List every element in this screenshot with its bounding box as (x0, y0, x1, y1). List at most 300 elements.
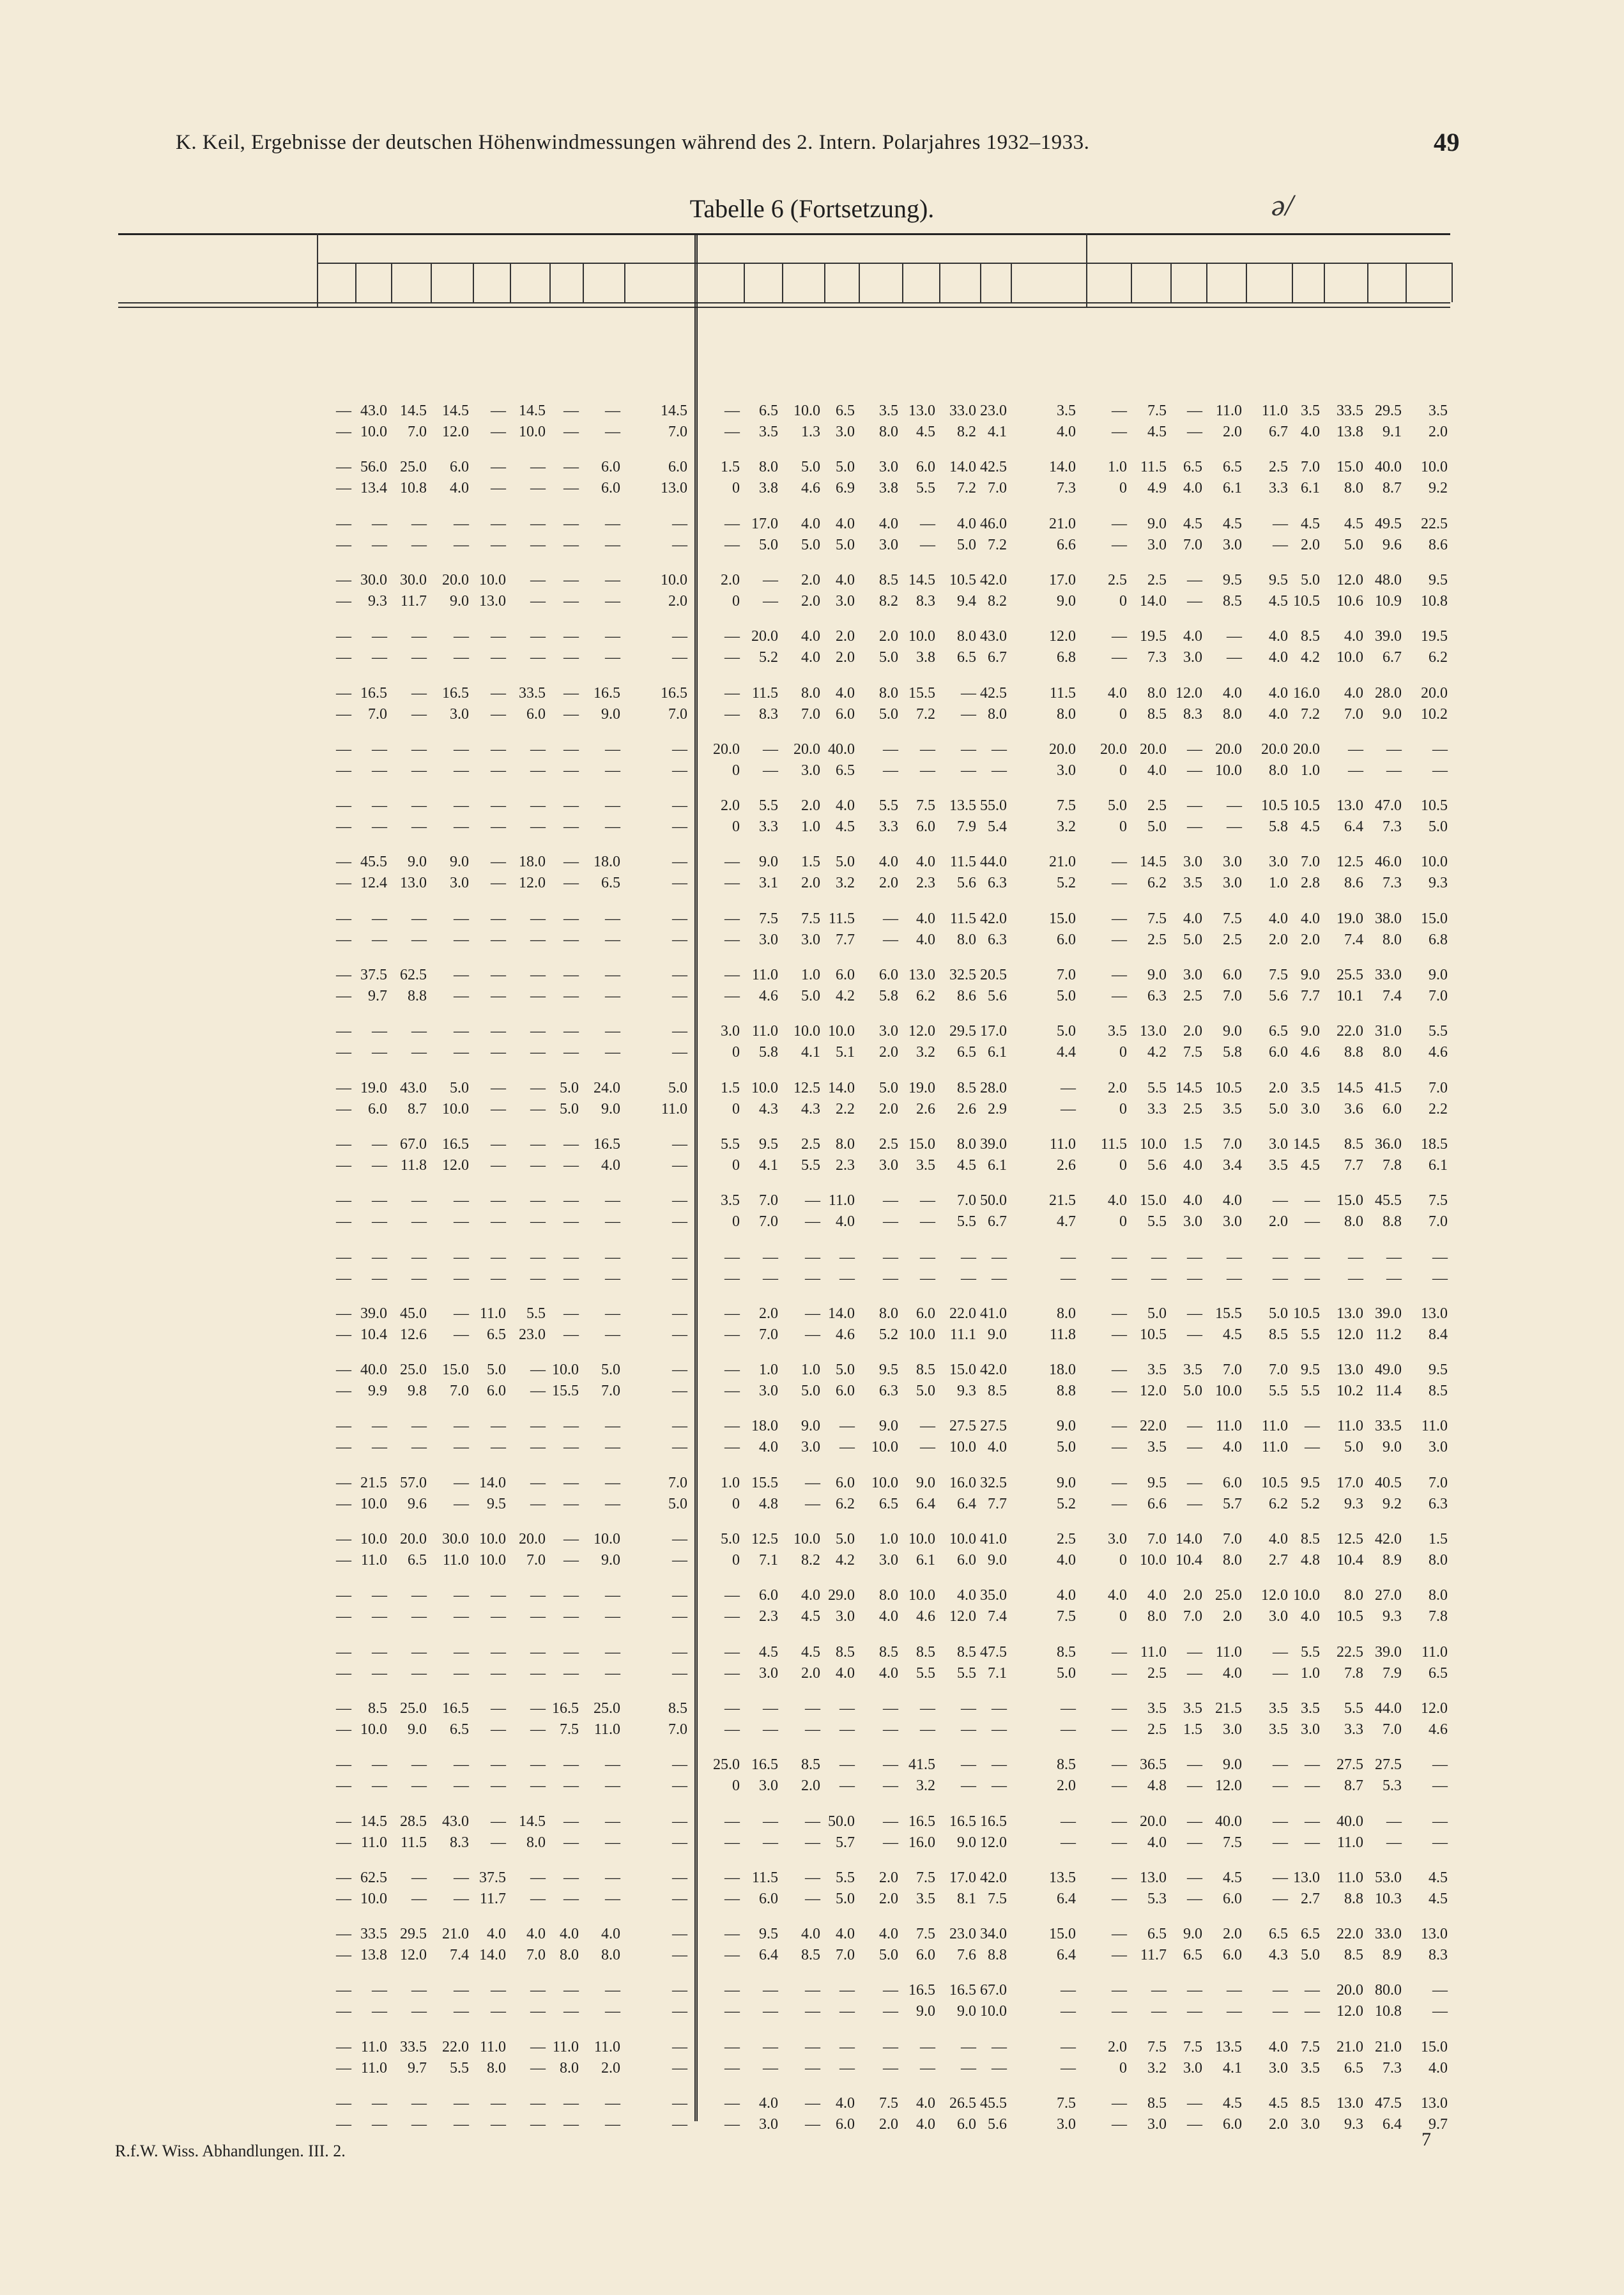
table-cell: 5.0 (668, 1495, 687, 1512)
table-cell: — (920, 1248, 935, 1266)
table-cell: — (605, 1439, 620, 1456)
table-cell: — (563, 1756, 579, 1774)
table-cell: 8.5 (1429, 1383, 1448, 1400)
table-cell: — (336, 1100, 351, 1117)
table-cell: 3.0 (879, 536, 898, 553)
table-cell: 2.0 (1108, 1079, 1127, 1096)
table-cell: 4.7 (1057, 1213, 1076, 1231)
table-cell: 7.5 (1183, 2038, 1202, 2055)
table-cell: 6.4 (759, 1947, 778, 1964)
table-cell: 10.0 (594, 1531, 620, 1547)
table-cell: 2.0 (879, 1890, 898, 1907)
table-cell: 4.6 (1301, 1044, 1320, 1061)
table-cell: 4.0 (836, 1664, 855, 1682)
table-cell: 5.5 (1147, 1079, 1167, 1096)
table-cell: — (454, 1587, 469, 1604)
table-cell: 11.8 (400, 1156, 427, 1174)
table-cell: 7.5 (801, 910, 820, 927)
table-cell: — (1061, 1100, 1076, 1117)
table-cell: 4.0 (879, 854, 898, 871)
table-cell: — (563, 592, 579, 610)
table-cell: — (454, 741, 469, 758)
table-cell: — (672, 1192, 687, 1209)
table-cell: — (336, 1362, 351, 1379)
table-cell: — (336, 2003, 351, 2020)
table-cell: 9.0 (988, 1326, 1007, 1343)
table-cell: — (454, 1474, 469, 1491)
table-cell: — (763, 2003, 778, 2020)
table-cell: 8.7 (1344, 1777, 1363, 1795)
page-number: 49 (1434, 128, 1460, 157)
table-cell: — (454, 536, 469, 553)
table-cell: — (883, 1813, 898, 1830)
table-cell: 9.0 (1301, 1023, 1320, 1040)
table-cell: — (336, 1326, 351, 1343)
table-cell: — (336, 988, 351, 1004)
table-cell: 4.0 (1108, 684, 1127, 702)
table-cell: 40.0 (828, 741, 855, 758)
table-cell: 2.0 (801, 875, 820, 892)
table-cell: — (563, 1305, 579, 1322)
table-cell: 62.5 (360, 1869, 387, 1886)
table-cell: — (1112, 1270, 1127, 1287)
table-cell: 8.5 (1223, 592, 1242, 610)
table-cell: — (336, 1213, 351, 1231)
table-cell: — (883, 1700, 898, 1717)
table-cell: 6.7 (1269, 424, 1288, 440)
footer-left: R.f.W. Wiss. Abhandlungen. III. 2. (115, 2142, 346, 2160)
table-cell: 7.0 (1223, 1531, 1242, 1547)
table-cell: 6.4 (1344, 818, 1363, 836)
table-cell: — (563, 1248, 579, 1266)
table-cell: 11.0 (1421, 1643, 1448, 1661)
table-cell: — (1273, 1643, 1288, 1661)
table-cell: 16.5 (360, 684, 387, 702)
table-cell: — (763, 571, 778, 588)
table-cell: 1.0 (801, 1362, 820, 1379)
table-cell: 4.0 (1269, 1531, 1288, 1547)
table-cell: 5.7 (836, 1834, 855, 1851)
table-cell: 5.5 (1344, 1700, 1363, 1717)
table-cell: — (454, 1213, 469, 1231)
table-cell: — (839, 1248, 855, 1266)
table-cell: — (454, 2095, 469, 2112)
dir-header-e (824, 270, 859, 302)
table-cell: 6.5 (759, 403, 778, 419)
table-cell: 9.3 (1429, 875, 1448, 892)
table-cell: — (530, 2059, 546, 2076)
table-cell: 6.0 (1057, 931, 1076, 948)
table-cell: 15.0 (1337, 1192, 1363, 1209)
table-cell: — (411, 1192, 427, 1209)
table-cell: 12.0 (442, 424, 469, 440)
table-cell: 7.0 (526, 1552, 546, 1569)
table-cell: 1.5 (721, 459, 740, 476)
table-cell: — (724, 1982, 740, 1999)
table-cell: — (672, 2116, 687, 2133)
table-cell: 16.5 (661, 684, 687, 702)
table-cell: 14.5 (360, 1813, 387, 1830)
table-cell: 9.5 (1301, 1474, 1320, 1491)
table-cell: — (605, 1044, 620, 1061)
table-cell: 11.0 (442, 1552, 469, 1569)
table-cell: — (1305, 1813, 1320, 1830)
table-cell: 7.8 (1344, 1664, 1363, 1682)
table-cell: — (920, 515, 935, 532)
table-cell: 2.0 (801, 592, 820, 610)
table-cell: — (763, 1270, 778, 1287)
table-cell: 13.0 (479, 592, 506, 610)
table-cell: — (411, 1587, 427, 1604)
table-cell: — (530, 2116, 546, 2133)
table-cell: — (883, 1834, 898, 1851)
table-cell: — (411, 762, 427, 779)
table-cell: — (454, 1023, 469, 1040)
table-cell: — (411, 1608, 427, 1625)
table-cell: — (563, 1270, 579, 1287)
table-cell: — (563, 1890, 579, 1907)
table-cell: 1.0 (1108, 459, 1127, 476)
table-cell: 0 (1119, 818, 1127, 836)
table-cell: — (372, 1643, 387, 1661)
table-cell: 3.5 (1429, 403, 1448, 419)
table-cell: 5.0 (1183, 1383, 1202, 1400)
table-cell: — (992, 1777, 1007, 1795)
table-cell: 15.0 (1049, 1926, 1076, 1943)
table-cell: — (411, 1777, 427, 1795)
table-cell: — (763, 1721, 778, 1738)
table-cell: 0 (1119, 705, 1127, 723)
table-cell: 7.0 (836, 1947, 855, 1964)
table-cell: — (805, 2059, 820, 2076)
table-cell: 7.7 (988, 1495, 1007, 1512)
table-cell: — (992, 1756, 1007, 1774)
table-cell: 42.0 (1375, 1531, 1402, 1547)
table-cell: — (992, 2059, 1007, 2076)
table-cell: 41.0 (980, 1531, 1007, 1547)
table-cell: — (920, 762, 935, 779)
table-cell: 11.0 (1261, 403, 1288, 419)
table-cell: 5.5 (879, 797, 898, 815)
table-cell: 5.0 (879, 705, 898, 723)
table-cell: — (454, 649, 469, 666)
table-cell: 12.4 (360, 875, 387, 892)
table-cell: 10.0 (908, 1587, 935, 1604)
table-cell: 5.2 (759, 649, 778, 666)
table-cell: 13.5 (1049, 1869, 1076, 1886)
table-cell: 21.0 (1049, 854, 1076, 871)
table-cell: 4.6 (916, 1608, 935, 1625)
dir-header-s (510, 270, 549, 302)
table-cell: 3.0 (1183, 649, 1202, 666)
table-cell: 12.0 (400, 1947, 427, 1964)
table-cell: — (530, 480, 546, 497)
table-cell: 5.3 (1147, 1890, 1167, 1907)
table-cell: 10.8 (1421, 592, 1448, 610)
table-cell: 9.0 (1383, 1439, 1402, 1456)
table-cell: — (336, 931, 351, 948)
table-cell: 5.0 (836, 1890, 855, 1907)
table-cell: 4.0 (1147, 762, 1167, 779)
table-cell: 42.0 (980, 571, 1007, 588)
dir-header-nw (1011, 270, 1080, 302)
table-cell: — (1112, 1362, 1127, 1379)
table-cell: 39.0 (1375, 1643, 1402, 1661)
table-cell: 4.5 (1269, 2095, 1288, 2112)
table-cell: 21.5 (360, 1474, 387, 1491)
table-cell: — (839, 2038, 855, 2055)
table-cell: 21.0 (1337, 2038, 1363, 2055)
table-cell: 2.0 (879, 875, 898, 892)
table-cell: — (336, 684, 351, 702)
table-cell: — (1187, 1326, 1202, 1343)
table-cell: 12.0 (980, 1834, 1007, 1851)
table-cell: — (1227, 649, 1242, 666)
table-cell: — (1187, 797, 1202, 815)
table-cell: 2.0 (879, 2116, 898, 2133)
table-cell: — (920, 1721, 935, 1738)
table-cell: 1.5 (1183, 1721, 1202, 1738)
table-cell: — (805, 1213, 820, 1231)
dir-header-c (317, 270, 355, 302)
table-cell: 10.5 (1293, 592, 1320, 610)
table-cell: 2.0 (1301, 931, 1320, 948)
table-cell: 8.3 (450, 1834, 469, 1851)
table-cell: 11.5 (949, 910, 976, 927)
table-cell: 8.0 (988, 705, 1007, 723)
table-cell: — (672, 1326, 687, 1343)
table-cell: 3.0 (1183, 854, 1202, 871)
table-cell: 5.7 (1223, 1495, 1242, 1512)
table-cell: 10.0 (442, 1100, 469, 1117)
table-cell: 5.0 (450, 1079, 469, 1096)
table-cell: 20.0 (1337, 1982, 1363, 1999)
table-cell: 2.0 (1223, 424, 1242, 440)
table-cell: 4.0 (1057, 424, 1076, 440)
table-cell: 3.0 (1108, 1531, 1127, 1547)
table-cell: — (1112, 910, 1127, 927)
table-cell: 17.0 (1337, 1474, 1363, 1491)
table-cell: — (454, 1248, 469, 1266)
table-cell: 8.6 (1429, 536, 1448, 553)
table-cell: — (530, 1044, 546, 1061)
table-cell: — (530, 1608, 546, 1625)
table-cell: 3.0 (1223, 875, 1242, 892)
table-cell: 4.5 (801, 1643, 820, 1661)
table-cell: 23.0 (519, 1326, 546, 1343)
table-cell: 10.0 (980, 2003, 1007, 2020)
table-cell: — (672, 1270, 687, 1287)
table-cell: 7.5 (1301, 2038, 1320, 2055)
table-cell: — (920, 1213, 935, 1231)
table-cell: 8.0 (1429, 1552, 1448, 1569)
table-cell: — (336, 1248, 351, 1266)
table-cell: 9.5 (759, 1135, 778, 1153)
table-cell: 39.0 (360, 1305, 387, 1322)
table-cell: 10.0 (1215, 1383, 1242, 1400)
table-cell: 5.5 (916, 1664, 935, 1682)
table-cell: 27.5 (949, 1418, 976, 1435)
table-cell: — (1187, 2003, 1202, 2020)
table-cell: — (672, 967, 687, 983)
table-cell: 28.0 (980, 1079, 1007, 1096)
table-cell: 43.0 (980, 628, 1007, 645)
table-cell: 8.0 (1223, 1552, 1242, 1569)
table-cell: 14.5 (661, 403, 687, 419)
table-cell: 17.0 (949, 1869, 976, 1886)
table-cell: — (411, 2003, 427, 2020)
table-cell: — (372, 1664, 387, 1682)
table-cell: 9.0 (1057, 592, 1076, 610)
table-cell: 4.0 (801, 628, 820, 645)
table-cell: 15.5 (552, 1383, 579, 1400)
table-cell: 23.0 (949, 1926, 976, 1943)
table-cell: 18.0 (519, 854, 546, 871)
table-cell: 7.2 (916, 705, 935, 723)
table-cell: 13.5 (1215, 2038, 1242, 2055)
table-cell: — (1187, 741, 1202, 758)
table-cell: — (672, 1947, 687, 1964)
table-cell: — (1061, 1834, 1076, 1851)
table-cell: 2.5 (1057, 1531, 1076, 1547)
table-cell: 9.0 (450, 854, 469, 871)
table-cell: 3.0 (801, 1439, 820, 1456)
table-cell: — (1432, 2003, 1448, 2020)
table-cell: 3.2 (1147, 2059, 1167, 2076)
table-cell: — (530, 592, 546, 610)
table-cell: 11.0 (479, 1305, 506, 1322)
table-cell: 4.3 (1269, 1947, 1288, 1964)
table-cell: — (805, 1834, 820, 1851)
table-cell: 7.0 (668, 424, 687, 440)
table-cell: 4.0 (836, 1926, 855, 1943)
table-cell: 8.0 (957, 1135, 976, 1153)
table-cell: — (454, 1326, 469, 1343)
table-cell: — (992, 1700, 1007, 1717)
table-cell: 7.5 (916, 1869, 935, 1886)
table-cell: — (372, 536, 387, 553)
table-cell: 4.5 (1223, 1869, 1242, 1886)
table-cell: — (672, 1439, 687, 1456)
table-cell: — (672, 628, 687, 645)
table-cell: 0 (732, 818, 740, 836)
table-cell: — (672, 1834, 687, 1851)
table-cell: — (605, 762, 620, 779)
table-cell: — (530, 1495, 546, 1512)
table-cell: 42.5 (980, 684, 1007, 702)
table-cell: 6.5 (1223, 459, 1242, 476)
table-cell: — (1273, 1192, 1288, 1209)
table-cell: 6.0 (1269, 1044, 1288, 1061)
table-cell: 10.0 (908, 628, 935, 645)
table-cell: — (372, 910, 387, 927)
table-cell: 3.0 (759, 1777, 778, 1795)
table-cell: — (1112, 536, 1127, 553)
table-cell: 1.5 (721, 1079, 740, 1096)
table-cell: — (563, 515, 579, 532)
table-cell: — (724, 1890, 740, 1907)
table-cell: — (336, 1982, 351, 1999)
table-cell: 10.2 (1337, 1383, 1363, 1400)
table-cell: 4.5 (1223, 2095, 1242, 2112)
table-cell: — (454, 1192, 469, 1209)
table-cell: 9.0 (1223, 1023, 1242, 1040)
table-cell: 6.5 (1269, 1023, 1288, 1040)
table-cell: 6.0 (759, 1890, 778, 1907)
table-cell: — (1151, 2003, 1167, 2020)
table-cell: 37.5 (479, 1869, 506, 1886)
table-cell: — (805, 1982, 820, 1999)
table-cell: 21.0 (442, 1926, 469, 1943)
table-cell: 9.0 (916, 2003, 935, 2020)
table-cell: 9.5 (1223, 571, 1242, 588)
table-cell: 7.0 (408, 424, 427, 440)
table-cell: 32.5 (949, 967, 976, 983)
table-cell: 5.5 (526, 1305, 546, 1322)
table-cell: — (1187, 1890, 1202, 1907)
table-cell: 5.5 (759, 797, 778, 815)
table-cell: 7.3 (1383, 818, 1402, 836)
table-cell: — (805, 1248, 820, 1266)
table-cell: 6.5 (1429, 1664, 1448, 1682)
table-cell: 9.0 (450, 592, 469, 610)
table-cell: 42.0 (980, 1869, 1007, 1886)
table-cell: 24.0 (594, 1079, 620, 1096)
table-cell: 3.0 (1223, 854, 1242, 871)
table-cell: — (454, 1418, 469, 1435)
table-cell: 5.0 (916, 1383, 935, 1400)
table-cell: 8.0 (1383, 1044, 1402, 1061)
table-cell: 5.0 (879, 1079, 898, 1096)
table-cell: 15.0 (908, 1135, 935, 1153)
table-cell: — (530, 1890, 546, 1907)
table-cell: 6.5 (1301, 1926, 1320, 1943)
table-cell: 2.0 (1183, 1023, 1202, 1040)
table-cell: 7.5 (1147, 910, 1167, 927)
table-cell: 5.2 (1057, 875, 1076, 892)
table-cell: 18.0 (1049, 1362, 1076, 1379)
table-cell: — (805, 1721, 820, 1738)
table-cell: — (605, 571, 620, 588)
table-cell: — (1112, 649, 1127, 666)
table-cell: 4.0 (801, 515, 820, 532)
table-cell: — (605, 1890, 620, 1907)
table-cell: — (1305, 1248, 1320, 1266)
table-cell: — (839, 2059, 855, 2076)
table-cell: 2.8 (1301, 875, 1320, 892)
table-cell: 6.7 (988, 1213, 1007, 1231)
table-cell: 4.0 (879, 515, 898, 532)
table-cell: 8.3 (759, 705, 778, 723)
table-cell: — (530, 1156, 546, 1174)
table-cell: 6.0 (836, 2116, 855, 2133)
table-cell: 3.0 (1183, 967, 1202, 983)
table-cell: 5.4 (988, 818, 1007, 836)
table-cell: — (605, 649, 620, 666)
table-cell: 4.0 (916, 854, 935, 871)
table-cell: — (605, 2116, 620, 2133)
table-cell: — (491, 988, 506, 1004)
table-cell: 5.0 (1057, 1023, 1076, 1040)
table-cell: 5.0 (801, 1383, 820, 1400)
table-cell: — (1305, 1834, 1320, 1851)
table-cell: — (336, 1383, 351, 1400)
table-cell: 15.0 (442, 1362, 469, 1379)
table-cell: 8.0 (601, 1947, 620, 1964)
table-cell: 8.5 (1057, 1756, 1076, 1774)
table-cell: 11.7 (400, 592, 427, 610)
table-cell: 6.0 (879, 967, 898, 983)
